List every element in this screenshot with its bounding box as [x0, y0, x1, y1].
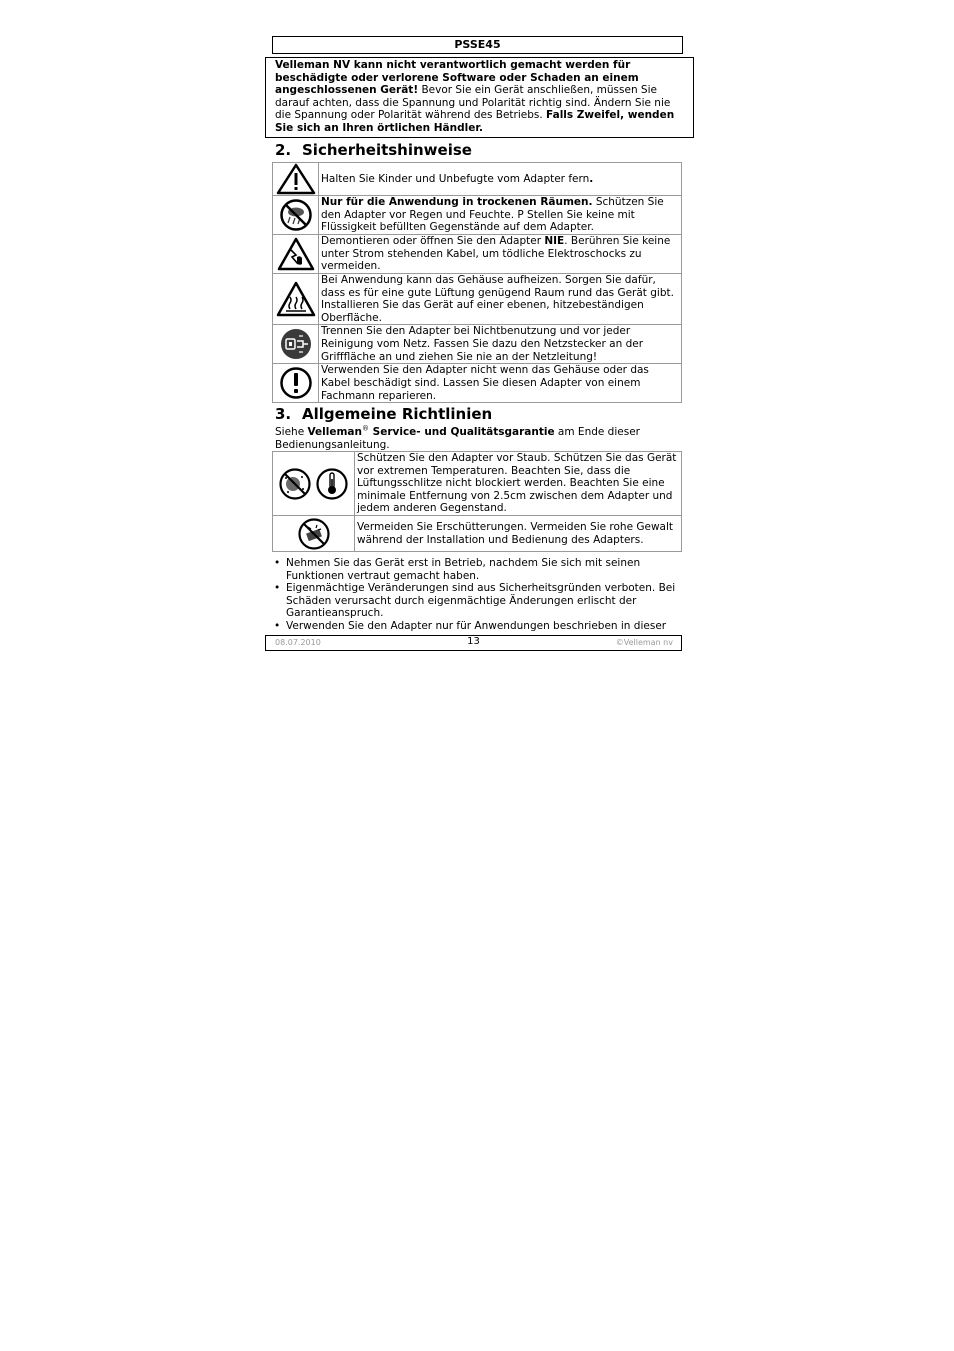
no-shock-icon [297, 528, 331, 540]
safety-text-cell [319, 163, 682, 196]
footer-copyright: ©Velleman nv [615, 638, 673, 647]
guideline-text-cell [355, 452, 682, 516]
safety-icon-cell [273, 325, 319, 364]
safety-icon-cell [273, 196, 319, 235]
disclaimer-middle: Bevor Sie ein Gerät anschließen, müssen Sie darauf achten, dass die Spannung und Polarität richtig sind. Ändern Sie nie die Spannung oder Polarität während des Betriebs. [275, 84, 671, 122]
safety-text: . Berühren Sie keine unter Strom stehenden Kabel, um tödliche Elektroschocks zu vermeiden. [321, 235, 671, 273]
safety-text: Schützen Sie den Adapter vor Regen und Feuchte. P Stellen Sie keine mit Flüssigkeit befüllten Gegenstände auf dem Adapter. [321, 196, 664, 234]
guideline-text-cell [355, 516, 682, 552]
intro-text: Siehe [275, 426, 308, 438]
safety-row [273, 163, 682, 196]
warning-triangle-icon [276, 173, 316, 185]
safety-text: Verwenden Sie den Adapter nicht wenn das Gehäuse oder das Kabel beschädigt sind. Lassen Sie diesen Adapter von einem Fachmann reparieren. [321, 364, 649, 402]
intro-brand: Velleman [307, 426, 362, 438]
safety-text-cell [319, 325, 682, 364]
registered-mark: ® [362, 424, 369, 433]
safety-row [273, 274, 682, 325]
safety-icon-cell [273, 364, 319, 403]
safety-icon-cell [273, 235, 319, 274]
page-footer [265, 635, 682, 651]
section-3-heading [275, 405, 492, 423]
safety-text-bold: NIE [544, 235, 565, 247]
section-2-number: 2. [275, 141, 292, 159]
safety-text-cell [319, 235, 682, 274]
safety-text-bold: Nur für die Anwendung in trockenen Räumen. [321, 196, 593, 208]
no-rain-icon [279, 209, 313, 221]
safety-text: Demontieren oder öffnen Sie den Adapter [321, 235, 545, 247]
thermometer-icon [315, 478, 349, 490]
safety-text-cell [319, 364, 682, 403]
unplug-icon [279, 338, 313, 350]
hot-surface-icon [276, 293, 316, 305]
safety-text-cell [319, 274, 682, 325]
list-item: • Verwenden Sie den Adapter nur für Anwendungen beschrieben in dieser [273, 620, 677, 633]
section-2-heading [275, 141, 472, 159]
guidelines-table [272, 451, 682, 552]
section-3-number: 3. [275, 405, 292, 423]
guideline-text: Schützen Sie den Adapter vor Staub. Schützen Sie das Gerät vor extremen Temperaturen. Beachten Sie, dass die Lüftungsschlitze nicht blockiert werden. Beachten Sie eine minimale Entfernung von 2.5cm zwischen dem Adapter und jedem anderen Gegenstand. [357, 452, 677, 515]
guideline-icon-cell [273, 452, 355, 516]
safety-text-cell [319, 196, 682, 235]
guideline-icon-cell [273, 516, 355, 552]
safety-row [273, 196, 682, 235]
list-item: • Eigenmächtige Veränderungen sind aus Sicherheitsgründen verboten. Bei Schäden verursacht durch eigenmächtige Änderungen erlischt der Garantieanspruch. [273, 582, 677, 620]
list-item: • Nehmen Sie das Gerät erst in Betrieb, nachdem Sie sich mit seinen Funktionen vertraut gemacht haben. [273, 557, 677, 582]
intro-bold: Service- und Qualitätsgarantie [369, 426, 555, 438]
safety-icon-cell [273, 274, 319, 325]
guideline-row [273, 516, 682, 552]
safety-text: Halten Sie Kinder und Unbefugte vom Adapter fern [321, 172, 590, 185]
safety-row [273, 364, 682, 403]
no-dust-icon [278, 478, 315, 490]
model-header: PSSE45 [272, 36, 683, 54]
section-3-intro [275, 426, 679, 451]
section-2-title: Sicherheitshinweise [302, 141, 472, 159]
safety-text: Bei Anwendung kann das Gehäuse aufheizen. Sorgen Sie dafür, dass es für eine gute Lüftung genügend Raum rund das Gerät gibt. Installieren Sie das Gerät auf einer ebenen, hitzebeständigen Oberfläche. [321, 274, 674, 324]
safety-text-bold: . [589, 172, 594, 185]
electric-shock-icon [277, 248, 315, 260]
disclaimer-bold-end: Falls Zweifel, wenden Sie sich an Ihren örtlichen Händler. [275, 109, 675, 134]
guideline-bullets [273, 557, 677, 633]
disclaimer-text [275, 59, 689, 135]
section-3-title: Allgemeine Richtlinien [302, 405, 493, 423]
guideline-text: Vermeiden Sie Erschütterungen. Vermeiden Sie rohe Gewalt während der Installation und Bedienung des Adapters. [357, 520, 674, 546]
footer-date: 08.07.2010 [275, 638, 321, 647]
page-number: 13 [467, 636, 480, 647]
disclaimer-bold-lead: Velleman NV kann nicht verantwortlich gemacht werden für beschädigte oder verlorene Software oder Schaden an einem angeschlossenen Gerät! [275, 59, 639, 97]
safety-text: Trennen Sie den Adapter bei Nichtbenutzung und vor jeder Reinigung vom Netz. Fassen Sie dazu den Netzstecker an der Grifffläche an und ziehen Sie nie an der Netzleitung! [321, 325, 644, 363]
safety-table [272, 162, 682, 403]
disclaimer-box [265, 57, 694, 138]
safety-row [273, 235, 682, 274]
guideline-row [273, 452, 682, 516]
exclamation-circle-icon [279, 377, 313, 389]
intro-text: am Ende dieser Bedienungsanleitung. [275, 426, 640, 451]
safety-icon-cell [273, 163, 319, 196]
safety-row [273, 325, 682, 364]
